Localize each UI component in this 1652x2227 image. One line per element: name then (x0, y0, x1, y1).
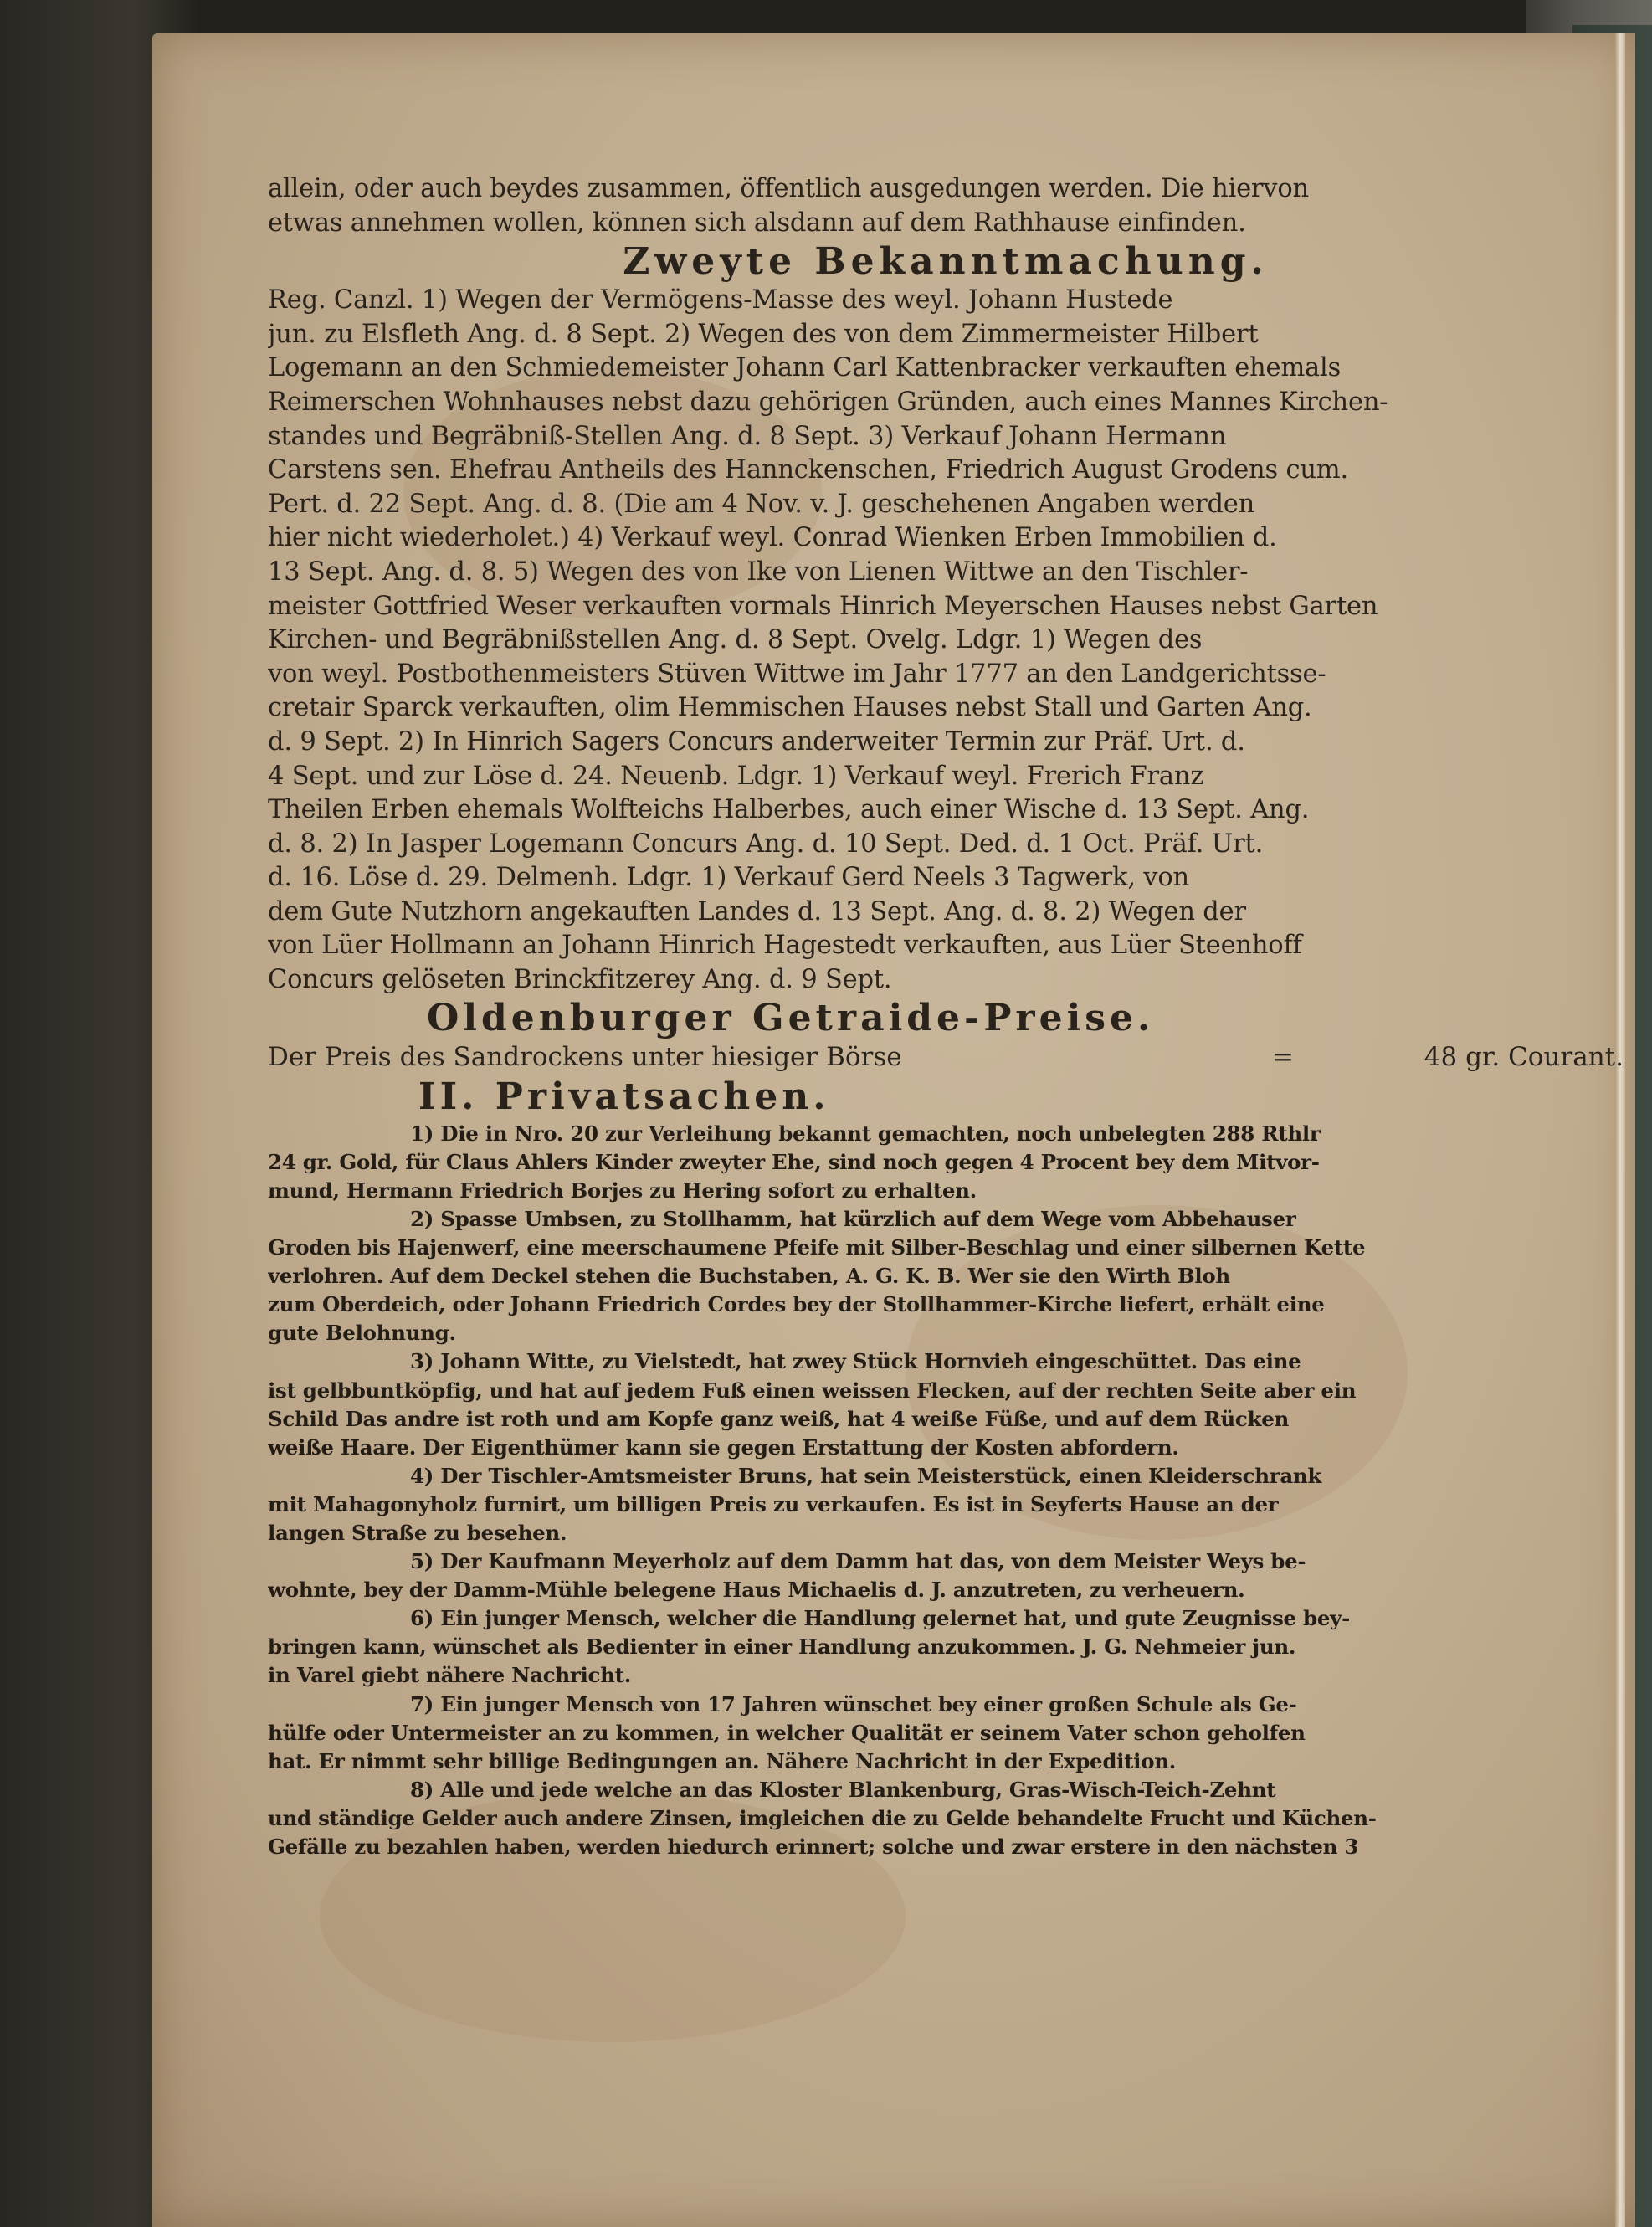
text-line: d. 9 Sept. 2) In Hinrich Sagers Concurs anderweiter Termin zur Präf. Urt. d. (268, 726, 1245, 757)
text-line: Pert. d. 22 Sept. Ang. d. 8. (Die am 4 Nov. v. J. geschehenen Angaben werden (268, 489, 1255, 519)
intro-paragraph (268, 172, 1624, 240)
bekanntmachung-paragraph (268, 284, 1624, 997)
text-line: 4 Sept. und zur Löse d. 24. Neuenb. Ldgr. 1) Verkauf weyl. Frerich Franz (268, 761, 1204, 791)
price-row (268, 1039, 1624, 1075)
text-line: 7) Ein junger Mensch von 17 Jahren wünschet bey einer großen Schule als Ge- (410, 1691, 1297, 1716)
text-line: hier nicht wiederholet.) 4) Verkauf weyl. Conrad Wienken Erben Immobilien d. (268, 523, 1277, 553)
text-line: bringen kann, wünschet als Bedienter in einer Handlung anzukommen. J. G. Nehmeier jun. (268, 1634, 1296, 1660)
text-line: mund, Hermann Friedrich Borjes zu Hering sofort zu erhalten. (268, 1178, 977, 1203)
price-label: Der Preis des Sandrockens unter hiesiger Börse (268, 1041, 902, 1072)
text-line: weiße Haare. Der Eigenthümer kann sie gegen Erstattung der Kosten abfordern. (268, 1434, 1179, 1460)
text-line: 4) Der Tischler-Amtsmeister Bruns, hat sein Meisterstück, einen Kleiderschrank (410, 1463, 1322, 1488)
text-line: Gefälle zu bezahlen haben, werden hiedurch erinnert; solche und zwar erstere in den nächsten 3 (268, 1834, 1359, 1859)
text-line: 5) Der Kaufmann Meyerholz auf dem Damm hat das, von dem Meister Weys be- (410, 1549, 1306, 1574)
text-line: Theilen Erben ehemals Wolfteichs Halberbes, auch einer Wische d. 13 Sept. Ang. (268, 795, 1310, 825)
text-line: 2) Spasse Umbsen, zu Stollhamm, hat kürzlich auf dem Wege vom Abbehauser (410, 1206, 1296, 1231)
page-text (268, 172, 1624, 1861)
text-line: zum Oberdeich, oder Johann Friedrich Cordes bey der Stollhammer-Kirche liefert, erhält eine (268, 1292, 1325, 1317)
text-line: cretair Sparck verkauften, olim Hemmischen Hauses nebst Stall und Garten Ang. (268, 693, 1312, 723)
text-line: 13 Sept. Ang. d. 8. 5) Wegen des von Ike von Lienen Wittwe an den Tischler- (268, 557, 1249, 587)
price-value: 48 gr. Courant. (1424, 1041, 1624, 1072)
text-line: 6) Ein junger Mensch, welcher die Handlung gelernet hat, und gute Zeugnisse bey- (410, 1606, 1350, 1631)
text-line: etwas annehmen wollen, können sich alsdann auf dem Rathhause einfinden. (268, 208, 1246, 238)
text-line: Groden bis Hajenwerf, eine meerschaumene Pfeife mit Silber-Beschlag und einer silbernen Kette (268, 1235, 1366, 1260)
text-line: Logemann an den Schmiedemeister Johann Carl Kattenbracker verkauften ehemals (268, 353, 1342, 383)
text-line: 24 gr. Gold, für Claus Ahlers Kinder zweyter Ehe, sind noch gegen 4 Procent bey dem Mitvor- (268, 1149, 1320, 1174)
text-line: dem Gute Nutzhorn angekauften Landes d. 13 Sept. Ang. d. 8. 2) Wegen der (268, 896, 1246, 926)
privatsachen-section (268, 1120, 1624, 1861)
text-line: hülfe oder Untermeister an zu kommen, in welcher Qualität er seinem Vater schon geholfen (268, 1720, 1306, 1745)
text-line: standes und Begräbniß-Stellen Ang. d. 8 Sept. 3) Verkauf Johann Hermann (268, 421, 1227, 451)
heading-getraide-preise: Oldenburger Getraide-Preise. (427, 996, 1155, 1039)
text-line: hat. Er nimmt sehr billige Bedingungen an. Nähere Nachricht in der Expedition. (268, 1748, 1176, 1773)
text-line: d. 8. 2) In Jasper Logemann Concurs Ang. d. 10 Sept. Ded. d. 1 Oct. Präf. Urt. (268, 829, 1264, 859)
text-line: meister Gottfried Weser verkauften vormals Hinrich Meyerschen Hauses nebst Garten (268, 591, 1378, 621)
text-line: Kirchen- und Begräbnißstellen Ang. d. 8 Sept. Ovelg. Ldgr. 1) Wegen des (268, 625, 1203, 655)
text-line: in Varel giebt nähere Nachricht. (268, 1663, 631, 1688)
text-line: 8) Alle und jede welche an das Kloster Blankenburg, Gras-Wisch-Teich-Zehnt (410, 1777, 1276, 1802)
text-line: von Lüer Hollmann an Johann Hinrich Hagestedt verkauften, aus Lüer Steenhoff (268, 931, 1302, 961)
heading-zweyte-bekanntmachung: Zweyte Bekanntmachung. (623, 240, 1269, 284)
text-line: ist gelbbuntköpfig, und hat auf jedem Fuß einen weissen Flecken, auf der rechten Seite aber ein (268, 1378, 1357, 1403)
text-line: Schild Das andre ist roth und am Kopfe ganz weiß, hat 4 weiße Füße, und auf dem Rücken (268, 1406, 1290, 1431)
heading-privatsachen: II. Privatsachen. (418, 1075, 830, 1118)
text-line: mit Mahagonyholz furnirt, um billigen Preis zu verkaufen. Es ist in Seyferts Hause an der (268, 1491, 1279, 1516)
text-line: wohnte, bey der Damm-Mühle belegene Haus Michaelis d. J. anzutreten, zu verheuern. (268, 1578, 1245, 1603)
text-line: Reimerschen Wohnhauses nebst dazu gehörigen Gründen, auch eines Mannes Kirchen- (268, 387, 1388, 417)
text-line: Concurs gelöseten Brinckfitzerey Ang. d. 9 Sept. (268, 965, 892, 995)
text-line: langen Straße zu besehen. (268, 1520, 567, 1545)
text-line: 1) Die in Nro. 20 zur Verleihung bekannt gemachten, noch unbelegten 288 Rthlr (410, 1121, 1321, 1146)
text-line: allein, oder auch beydes zusammen, öffentlich ausgedungen werden. Die hiervon (268, 174, 1309, 203)
text-line: gute Belohnung. (268, 1321, 456, 1346)
text-line: 3) Johann Witte, zu Vielstedt, hat zwey Stück Hornvieh eingeschüttet. Das eine (410, 1349, 1301, 1374)
text-line: Reg. Canzl. 1) Wegen der Vermögens-Masse des weyl. Johann Hustede (268, 285, 1173, 316)
text-line: von weyl. Postbothenmeisters Stüven Wittwe im Jahr 1777 an den Landgerichtsse- (268, 659, 1326, 689)
text-line: und ständige Gelder auch andere Zinsen, imgleichen die zu Gelde behandelte Frucht und Küchen- (268, 1805, 1377, 1830)
text-line: d. 16. Löse d. 29. Delmenh. Ldgr. 1) Verkauf Gerd Neels 3 Tagwerk, von (268, 863, 1189, 893)
text-line: Carstens sen. Ehefrau Antheils des Hannckenschen, Friedrich August Grodens cum. (268, 455, 1348, 485)
text-line: verlohren. Auf dem Deckel stehen die Buchstaben, A. G. K. B. Wer sie den Wirth Bloh (268, 1264, 1230, 1289)
text-line: jun. zu Elsfleth Ang. d. 8 Sept. 2) Wegen des von dem Zimmermeister Hilbert (268, 319, 1259, 349)
price-equals: = (1272, 1041, 1294, 1072)
